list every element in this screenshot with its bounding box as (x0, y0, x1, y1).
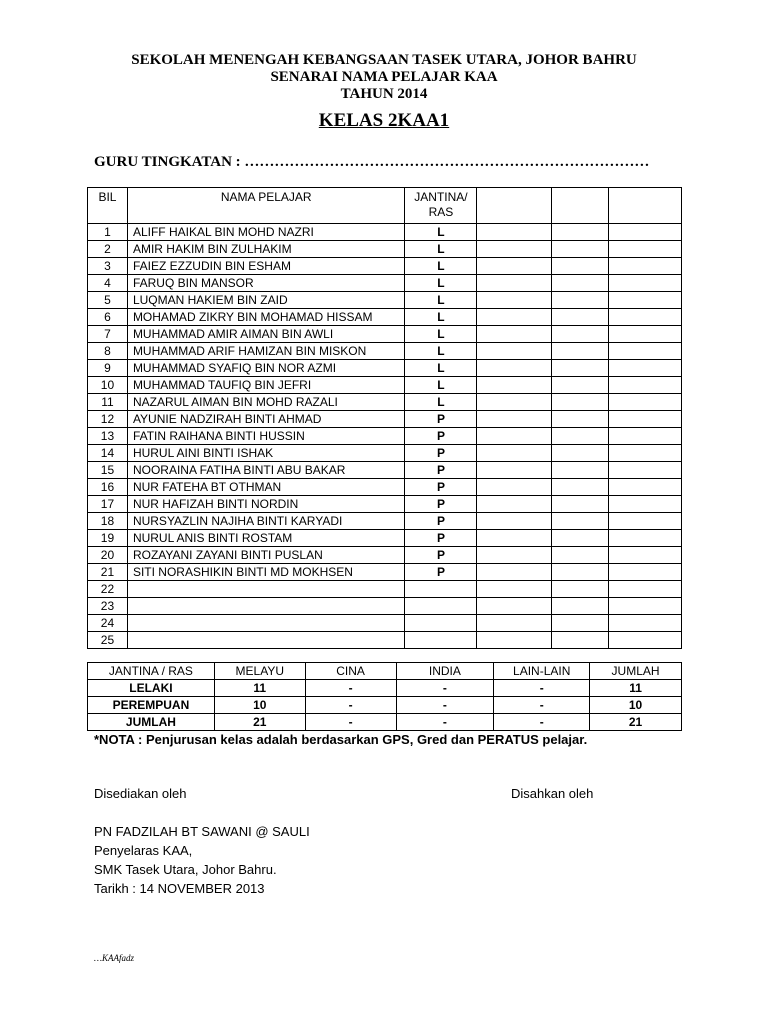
row-blank-cell (552, 445, 609, 462)
row-nama-pelajar: LUQMAN HAKIEM BIN ZAID (127, 292, 405, 309)
table-row (88, 292, 682, 309)
row-blank-cell (477, 309, 552, 326)
table-row (88, 598, 682, 615)
row-jantina (405, 615, 477, 632)
row-blank-cell (477, 547, 552, 564)
row-bil: 1 (88, 224, 128, 241)
row-blank-cell (477, 394, 552, 411)
row-blank-cell (609, 462, 682, 479)
row-blank-cell (609, 632, 682, 649)
summary-cell: - (305, 680, 396, 697)
row-blank-cell (609, 496, 682, 513)
row-nama-pelajar: AYUNIE NADZIRAH BINTI AHMAD (127, 411, 405, 428)
table-row (88, 564, 682, 581)
row-blank-cell (609, 598, 682, 615)
summary-header-melayu: MELAYU (214, 663, 305, 680)
table-row (88, 547, 682, 564)
row-bil: 3 (88, 258, 128, 275)
row-bil: 10 (88, 377, 128, 394)
row-blank-cell (477, 360, 552, 377)
row-blank-cell (552, 326, 609, 343)
row-jantina: P (405, 530, 477, 547)
row-bil: 2 (88, 241, 128, 258)
row-jantina: P (405, 496, 477, 513)
table-row (88, 632, 682, 649)
table-row (88, 343, 682, 360)
row-blank-cell (552, 530, 609, 547)
row-nama-pelajar: NAZARUL AIMAN BIN MOHD RAZALI (127, 394, 405, 411)
row-blank-cell (552, 394, 609, 411)
row-blank-cell (609, 428, 682, 445)
row-jantina: L (405, 326, 477, 343)
row-blank-cell (609, 309, 682, 326)
row-blank-cell (609, 411, 682, 428)
row-blank-cell (552, 581, 609, 598)
row-jantina: P (405, 428, 477, 445)
row-blank-cell (552, 428, 609, 445)
header-bil: BIL (88, 188, 128, 224)
table-row (88, 615, 682, 632)
list-title: SENARAI NAMA PELAJAR KAA (270, 69, 498, 85)
row-blank-cell (552, 411, 609, 428)
row-blank-cell (552, 377, 609, 394)
row-blank-cell (609, 343, 682, 360)
row-jantina: L (405, 360, 477, 377)
row-blank-cell (477, 411, 552, 428)
row-blank-cell (477, 581, 552, 598)
row-jantina: P (405, 445, 477, 462)
row-blank-cell (477, 343, 552, 360)
row-blank-cell (552, 309, 609, 326)
students-table-body (88, 224, 682, 649)
table-row (88, 326, 682, 343)
row-jantina: L (405, 241, 477, 258)
row-blank-cell (477, 564, 552, 581)
table-row (88, 377, 682, 394)
row-jantina: L (405, 224, 477, 241)
students-table (87, 187, 682, 649)
signer-block (94, 822, 310, 898)
row-bil: 12 (88, 411, 128, 428)
school-name: SEKOLAH MENENGAH KEBANGSAAN TASEK UTARA, JOHOR BAHRU (131, 52, 637, 68)
summary-row (88, 680, 682, 697)
row-bil: 5 (88, 292, 128, 309)
row-jantina: L (405, 292, 477, 309)
table-row (88, 309, 682, 326)
summary-cell: - (494, 697, 590, 714)
row-blank-cell (609, 377, 682, 394)
row-bil: 13 (88, 428, 128, 445)
row-bil: 25 (88, 632, 128, 649)
row-nama-pelajar (127, 598, 405, 615)
row-nama-pelajar: NOORAINA FATIHA BINTI ABU BAKAR (127, 462, 405, 479)
table-row (88, 462, 682, 479)
row-jantina (405, 632, 477, 649)
row-blank-cell (477, 224, 552, 241)
disediakan-label: Disediakan oleh (94, 786, 187, 801)
header-blank-3 (609, 188, 682, 224)
row-blank-cell (609, 547, 682, 564)
row-blank-cell (609, 564, 682, 581)
row-bil: 16 (88, 479, 128, 496)
row-bil: 14 (88, 445, 128, 462)
row-blank-cell (477, 513, 552, 530)
summary-header-cina: CINA (305, 663, 396, 680)
row-blank-cell (552, 564, 609, 581)
row-blank-cell (477, 428, 552, 445)
row-jantina: L (405, 394, 477, 411)
summary-cell: - (305, 714, 396, 731)
row-jantina: P (405, 547, 477, 564)
row-blank-cell (477, 258, 552, 275)
row-blank-cell (552, 224, 609, 241)
row-nama-pelajar: NUR HAFIZAH BINTI NORDIN (127, 496, 405, 513)
row-nama-pelajar: AMIR HAKIM BIN ZULHAKIM (127, 241, 405, 258)
row-bil: 21 (88, 564, 128, 581)
table-row (88, 411, 682, 428)
table-row (88, 479, 682, 496)
summary-cell: - (396, 680, 494, 697)
row-blank-cell (609, 241, 682, 258)
table-row (88, 445, 682, 462)
nota-text: *NOTA : Penjurusan kelas adalah berdasarkan GPS, Gred dan PERATUS pelajar. (94, 732, 588, 747)
row-blank-cell (609, 530, 682, 547)
summary-cell: 11 (590, 680, 682, 697)
row-jantina: P (405, 513, 477, 530)
row-jantina: P (405, 462, 477, 479)
summary-row-label: JUMLAH (88, 714, 215, 731)
row-nama-pelajar: MOHAMAD ZIKRY BIN MOHAMAD HISSAM (127, 309, 405, 326)
row-jantina (405, 598, 477, 615)
class-title: KELAS 2KAA1 (318, 110, 450, 131)
row-nama-pelajar: FAIEZ EZZUDIN BIN ESHAM (127, 258, 405, 275)
row-nama-pelajar: SITI NORASHIKIN BINTI MD MOKHSEN (127, 564, 405, 581)
summary-header-india: INDIA (396, 663, 494, 680)
signer-school: SMK Tasek Utara, Johor Bahru. (94, 862, 277, 877)
row-nama-pelajar (127, 632, 405, 649)
row-blank-cell (552, 513, 609, 530)
row-blank-cell (609, 445, 682, 462)
row-nama-pelajar: ALIFF HAIKAL BIN MOHD NAZRI (127, 224, 405, 241)
summary-cell: 10 (590, 697, 682, 714)
row-blank-cell (609, 224, 682, 241)
row-blank-cell (609, 258, 682, 275)
row-blank-cell (609, 394, 682, 411)
summary-cell: - (494, 714, 590, 731)
row-jantina: P (405, 564, 477, 581)
summary-cell: - (494, 680, 590, 697)
summary-cell: - (396, 697, 494, 714)
table-row (88, 530, 682, 547)
kaa-mark: …KAAfadz (94, 953, 135, 963)
row-blank-cell (477, 479, 552, 496)
header-blank-2 (552, 188, 609, 224)
signer-date: Tarikh : 14 NOVEMBER 2013 (94, 881, 265, 896)
summary-row (88, 714, 682, 731)
row-blank-cell (477, 275, 552, 292)
header-jantina-ras: JANTINA/ RAS (405, 188, 477, 224)
row-blank-cell (552, 547, 609, 564)
row-nama-pelajar: FATIN RAIHANA BINTI HUSSIN (127, 428, 405, 445)
row-jantina: L (405, 377, 477, 394)
row-bil: 8 (88, 343, 128, 360)
row-bil: 11 (88, 394, 128, 411)
summary-header-lain-lain: LAIN-LAIN (494, 663, 590, 680)
row-blank-cell (609, 479, 682, 496)
table-row (88, 394, 682, 411)
row-bil: 22 (88, 581, 128, 598)
row-blank-cell (477, 496, 552, 513)
row-jantina: P (405, 479, 477, 496)
row-jantina (405, 581, 477, 598)
row-blank-cell (552, 615, 609, 632)
row-blank-cell (609, 513, 682, 530)
row-blank-cell (477, 632, 552, 649)
signer-role: Penyelaras KAA, (94, 843, 193, 858)
header-blank-1 (477, 188, 552, 224)
summary-cell: 21 (590, 714, 682, 731)
row-jantina: L (405, 275, 477, 292)
row-nama-pelajar: MUHAMMAD ARIF HAMIZAN BIN MISKON (127, 343, 405, 360)
document-header (0, 52, 768, 103)
table-row (88, 581, 682, 598)
row-blank-cell (552, 496, 609, 513)
summary-table (87, 662, 682, 731)
row-blank-cell (609, 275, 682, 292)
summary-cell: 10 (214, 697, 305, 714)
row-jantina: L (405, 343, 477, 360)
year-title: TAHUN 2014 (340, 86, 428, 102)
students-table-header (88, 188, 682, 224)
row-blank-cell (552, 292, 609, 309)
summary-cell: 11 (214, 680, 305, 697)
row-blank-cell (552, 343, 609, 360)
summary-row (88, 697, 682, 714)
row-jantina: L (405, 309, 477, 326)
summary-header-jantina-ras: JANTINA / RAS (88, 663, 215, 680)
row-nama-pelajar: HURUL AINI BINTI ISHAK (127, 445, 405, 462)
row-blank-cell (552, 258, 609, 275)
row-bil: 6 (88, 309, 128, 326)
table-row (88, 360, 682, 377)
row-bil: 4 (88, 275, 128, 292)
summary-cell: - (305, 697, 396, 714)
row-nama-pelajar: MUHAMMAD TAUFIQ BIN JEFRI (127, 377, 405, 394)
summary-row-label: PEREMPUAN (88, 697, 215, 714)
row-nama-pelajar: MUHAMMAD SYAFIQ BIN NOR AZMI (127, 360, 405, 377)
summary-table-body (88, 680, 682, 731)
row-blank-cell (552, 275, 609, 292)
signer-name: PN FADZILAH BT SAWANI @ SAULI (94, 824, 310, 839)
summary-row-label: LELAKI (88, 680, 215, 697)
row-blank-cell (477, 326, 552, 343)
row-nama-pelajar: FARUQ BIN MANSOR (127, 275, 405, 292)
summary-cell: 21 (214, 714, 305, 731)
table-row (88, 275, 682, 292)
row-bil: 17 (88, 496, 128, 513)
row-nama-pelajar: ROZAYANI ZAYANI BINTI PUSLAN (127, 547, 405, 564)
row-blank-cell (552, 462, 609, 479)
row-blank-cell (552, 479, 609, 496)
row-blank-cell (609, 326, 682, 343)
row-blank-cell (477, 445, 552, 462)
row-nama-pelajar: NUR FATEHA BT OTHMAN (127, 479, 405, 496)
row-bil: 7 (88, 326, 128, 343)
row-blank-cell (477, 598, 552, 615)
row-blank-cell (477, 462, 552, 479)
row-bil: 9 (88, 360, 128, 377)
row-blank-cell (552, 241, 609, 258)
row-blank-cell (552, 598, 609, 615)
guru-tingkatan-line: GURU TINGKATAN : ……………………………………………………………………… (94, 154, 650, 170)
table-row (88, 428, 682, 445)
row-bil: 15 (88, 462, 128, 479)
row-bil: 23 (88, 598, 128, 615)
row-blank-cell (477, 241, 552, 258)
row-jantina: P (405, 411, 477, 428)
table-row (88, 258, 682, 275)
row-bil: 24 (88, 615, 128, 632)
row-bil: 19 (88, 530, 128, 547)
header-nama-pelajar: NAMA PELAJAR (127, 188, 405, 224)
table-row (88, 513, 682, 530)
row-nama-pelajar: NURUL ANIS BINTI ROSTAM (127, 530, 405, 547)
row-nama-pelajar (127, 615, 405, 632)
row-nama-pelajar: MUHAMMAD AMIR AIMAN BIN AWLI (127, 326, 405, 343)
row-blank-cell (552, 632, 609, 649)
row-blank-cell (477, 292, 552, 309)
row-blank-cell (609, 581, 682, 598)
row-nama-pelajar (127, 581, 405, 598)
row-blank-cell (609, 292, 682, 309)
row-blank-cell (477, 377, 552, 394)
row-blank-cell (552, 360, 609, 377)
row-blank-cell (609, 615, 682, 632)
row-nama-pelajar: NURSYAZLIN NAJIHA BINTI KARYADI (127, 513, 405, 530)
row-blank-cell (609, 360, 682, 377)
summary-cell: - (396, 714, 494, 731)
disahkan-label: Disahkan oleh (511, 786, 594, 801)
row-jantina: L (405, 258, 477, 275)
row-blank-cell (477, 530, 552, 547)
row-blank-cell (477, 615, 552, 632)
row-bil: 18 (88, 513, 128, 530)
summary-header-jumlah: JUMLAH (590, 663, 682, 680)
table-row (88, 496, 682, 513)
table-row (88, 241, 682, 258)
table-row (88, 224, 682, 241)
summary-table-header (88, 663, 682, 680)
row-bil: 20 (88, 547, 128, 564)
